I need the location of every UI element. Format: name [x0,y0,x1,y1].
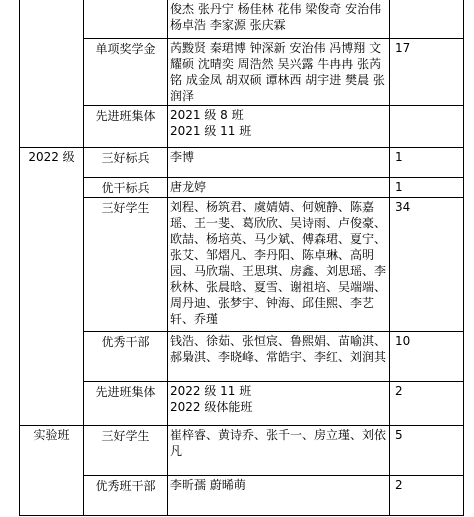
group-cell: 2022 级 [20,147,84,177]
category-cell: 先进班集体 [84,381,168,425]
category-cell: 三好学生 [84,425,168,475]
group-cell [20,105,84,147]
names-cell: 2022 级 11 班 2022 级体能班 [168,381,390,425]
names-cell: 2021 级 8 班 2021 级 11 班 [168,105,390,147]
names-cell: 李博 [168,147,390,177]
category-cell: 优秀干部 [84,331,168,381]
table-row [20,105,464,147]
group-cell [20,177,84,197]
count-cell: 1 [390,147,464,177]
category-cell: 单项奖学金 [84,38,168,105]
awards-table [19,0,464,516]
category-cell: 优干标兵 [84,177,168,197]
table-row [20,38,464,105]
names-cell: 李昕孺 蔚晞萌 [168,475,390,515]
count-cell: 1 [390,177,464,197]
group-cell [20,197,84,331]
names-cell: 崔梓睿、黄诗乔、张千一、房立瑾、刘依凡 [168,425,390,475]
group-cell [20,0,84,38]
group-cell [20,475,84,515]
table-row [20,331,464,381]
count-cell: 5 [390,425,464,475]
category-cell: 优秀班干部 [84,475,168,515]
category-cell: 三好学生 [84,197,168,331]
names-cell: 钱浩、徐茹、张恒宸、鲁熙娟、苗喻淇、郝梟淇、李晓峰、常皓宇、李红、刘润其 [168,331,390,381]
names-cell: 唐龙婷 [168,177,390,197]
names-cell: 刘程、杨筑君、虞婧婧、何婉静、陈嘉瑶、王一斐、葛欣欣、吴诗雨、卢俊豪、欧喆、杨培英、马少斌、傅森珺、夏宁、张艾、邹熠凡、李丹阳、陈卓琳、高明园、马欣瑞、王思琪、房鑫、刘思瑶、李秋林、张晨晗、夏雪、谢祖培、吴端端、周丹迪、张梦宇、钟海、邱佳熙、李艺轩、乔瑾 [168,197,390,331]
table-row [20,197,464,331]
count-cell [390,105,464,147]
names-cell: 俊杰 张丹宁 杨佳林 花伟 梁俊奇 安治伟 杨卓浩 李家源 张庆霖 [168,0,390,38]
group-cell [20,381,84,425]
table-row [20,147,464,177]
count-cell: 2 [390,381,464,425]
category-cell: 三好标兵 [84,147,168,177]
count-cell [390,0,464,38]
table-row [20,475,464,515]
names-cell: 芮黢贤 秦珺博 钟深新 安治伟 冯博翔 文耀硕 沈晴奕 周浩然 吴兴露 牛冉冉 张芮铭 成金凤 胡双硕 谭林西 胡宇进 樊晨 张润泽 [168,38,390,105]
category-cell [84,0,168,38]
category-cell: 先进班集体 [84,105,168,147]
table-row [20,177,464,197]
count-cell: 34 [390,197,464,331]
count-cell: 10 [390,331,464,381]
table-row [20,0,464,38]
table-row [20,425,464,475]
table-row [20,381,464,425]
group-cell [20,331,84,381]
count-cell: 2 [390,475,464,515]
group-cell: 实验班 [20,425,84,475]
group-cell [20,38,84,105]
count-cell: 17 [390,38,464,105]
